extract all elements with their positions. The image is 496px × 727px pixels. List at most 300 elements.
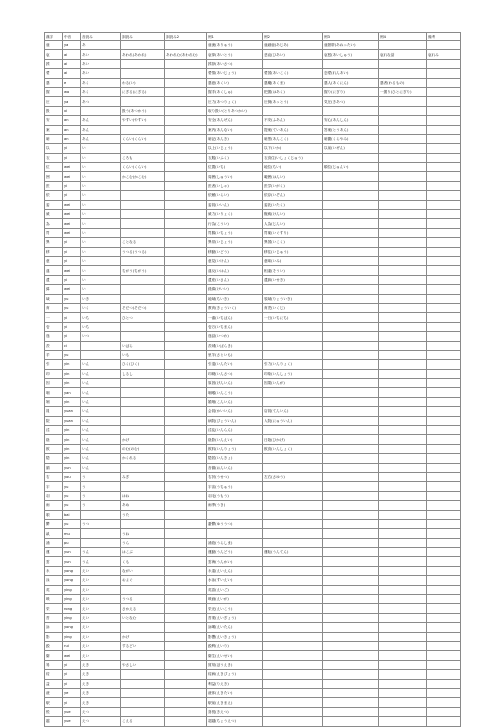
kanji-cell: 芋 — [45, 350, 63, 359]
example3-cell — [323, 219, 379, 228]
table-row — [45, 50, 461, 59]
table-row — [45, 491, 461, 500]
kunyomi2-cell — [165, 557, 207, 566]
table-row — [45, 717, 461, 726]
pinyin-cell: wei — [63, 219, 81, 228]
example4-cell — [379, 397, 427, 406]
onyomi-cell: いん — [81, 454, 121, 463]
example2-cell — [263, 463, 323, 472]
kanji-cell: 運 — [45, 548, 63, 557]
table-row — [45, 228, 461, 237]
onyomi-cell: えい — [81, 604, 121, 613]
example2-cell — [263, 604, 323, 613]
example1-cell: 握手(あくしゅ) — [207, 87, 263, 96]
note-cell — [427, 651, 461, 660]
example3-cell: 悪人(あくにん) — [323, 78, 379, 87]
example1-cell: 取り扱い(とりあつかい) — [207, 106, 263, 115]
example3-cell — [323, 642, 379, 651]
note-cell — [427, 41, 461, 50]
example3-cell — [323, 426, 379, 435]
note-cell — [427, 106, 461, 115]
kunyomi-cell — [121, 69, 165, 78]
onyomi-cell — [81, 538, 121, 547]
table-row — [45, 322, 461, 331]
example3-cell — [323, 350, 379, 359]
kunyomi2-cell — [165, 482, 207, 491]
kunyomi-cell — [121, 275, 165, 284]
kanji-cell: 違 — [45, 266, 63, 275]
kanji-cell: 愛 — [45, 69, 63, 78]
kunyomi-cell: いばら — [121, 341, 165, 350]
example4-cell — [379, 125, 427, 134]
example4-cell — [379, 313, 427, 322]
column-header: 例4 — [379, 33, 427, 41]
example3-cell — [323, 435, 379, 444]
column-header: 訓読み2 — [165, 33, 207, 41]
example3-cell — [323, 341, 379, 350]
kunyomi-cell: はね — [121, 491, 165, 500]
example4-cell — [379, 576, 427, 585]
example4-cell — [379, 707, 427, 716]
kunyomi2-cell — [165, 153, 207, 162]
example4-cell — [379, 670, 427, 679]
example2-cell — [263, 397, 323, 406]
example1-cell: 詠嘆(えいたん) — [207, 623, 263, 632]
onyomi-cell: い — [81, 285, 121, 294]
kunyomi2-cell — [165, 548, 207, 557]
table-row — [45, 698, 461, 707]
pinyin-cell: yun — [63, 557, 81, 566]
kunyomi-cell — [121, 332, 165, 341]
kanji-cell: 陰 — [45, 435, 63, 444]
onyomi-cell: うん — [81, 557, 121, 566]
kunyomi-cell: 扱う(あつかう) — [121, 106, 165, 115]
table-row — [45, 275, 461, 284]
kunyomi2-cell — [165, 163, 207, 172]
onyomi-cell: いん — [81, 388, 121, 397]
kunyomi2-cell — [165, 538, 207, 547]
kanji-cell: 暗 — [45, 134, 63, 143]
kunyomi-cell — [121, 623, 165, 632]
kunyomi2-cell — [165, 41, 207, 50]
example4-cell — [379, 632, 427, 641]
pinyin-cell: yu — [63, 350, 81, 359]
pinyin-cell: yan — [63, 388, 81, 397]
pinyin-cell: wei — [63, 163, 81, 172]
kunyomi2-cell — [165, 632, 207, 641]
onyomi-cell: えき — [81, 688, 121, 697]
note-cell — [427, 595, 461, 604]
example1-cell: 引退(いんたい) — [207, 360, 263, 369]
example2-cell — [263, 642, 323, 651]
table-row — [45, 247, 461, 256]
kunyomi-cell: ながい — [121, 566, 165, 575]
example2-cell: 胃薬(いぐすり) — [263, 228, 323, 237]
pinyin-cell: rui — [63, 642, 81, 651]
example2-cell: 依存(いぞん) — [263, 191, 323, 200]
pinyin-cell: xi — [63, 106, 81, 115]
kunyomi-cell — [121, 379, 165, 388]
example4-cell — [379, 557, 427, 566]
onyomi-cell — [81, 350, 121, 359]
note-cell — [427, 210, 461, 219]
example2-cell — [263, 679, 323, 688]
example4-cell — [379, 191, 427, 200]
onyomi-cell: えい — [81, 585, 121, 594]
kunyomi-cell: ことなる — [121, 238, 165, 247]
kunyomi-cell — [121, 294, 165, 303]
example3-cell: 答案(とうあん) — [323, 125, 379, 134]
kanji-cell: 逸 — [45, 332, 63, 341]
table-row — [45, 256, 461, 265]
pinyin-cell: yi — [63, 313, 81, 322]
example2-cell — [263, 566, 323, 575]
example2-cell — [263, 510, 323, 519]
example1-cell: 営業(えいぎょう) — [207, 613, 263, 622]
note-cell — [427, 313, 461, 322]
note-cell — [427, 548, 461, 557]
kanji-cell: 淫 — [45, 426, 63, 435]
example2-cell: 権威(けんい) — [263, 210, 323, 219]
kunyomi2-cell — [165, 200, 207, 209]
pinyin-cell: e — [63, 78, 81, 87]
example1-cell: 永遠(えいえん) — [207, 566, 263, 575]
kanji-cell: 扱 — [45, 106, 63, 115]
table-row — [45, 87, 461, 96]
kunyomi2-cell — [165, 87, 207, 96]
kunyomi2-cell — [165, 350, 207, 359]
note-cell — [427, 238, 461, 247]
example2-cell: 圧倒(あっとう) — [263, 97, 323, 106]
example2-cell — [263, 688, 323, 697]
example1-cell: 衛生(えいせい) — [207, 651, 263, 660]
example4-cell — [379, 510, 427, 519]
kunyomi-cell: くらい(くらい) — [121, 163, 165, 172]
onyomi-cell: い — [81, 219, 121, 228]
example3-cell — [323, 463, 379, 472]
example2-cell — [263, 613, 323, 622]
kunyomi2-cell — [165, 313, 207, 322]
example3-cell — [323, 247, 379, 256]
pinyin-cell: yue — [63, 717, 81, 726]
pinyin-cell: yi — [63, 275, 81, 284]
kunyomi-cell: やさしい — [121, 660, 165, 669]
example1-cell: 遺産(いさん) — [207, 275, 263, 284]
kunyomi-cell: しるし — [121, 369, 165, 378]
pinyin-cell: ya — [63, 41, 81, 50]
kanji-cell: 泳 — [45, 576, 63, 585]
pinyin-cell: yi — [63, 660, 81, 669]
kunyomi2-cell — [165, 491, 207, 500]
example3-cell — [323, 595, 379, 604]
kanji-cell: 引 — [45, 360, 63, 369]
example2-cell: 領域(りょういき) — [263, 294, 323, 303]
example3-cell — [323, 360, 379, 369]
example3-cell — [323, 407, 379, 416]
example1-cell: 位置(いち) — [207, 163, 263, 172]
kanji-cell: 影 — [45, 632, 63, 641]
kunyomi-cell: ひく(ひく) — [121, 360, 165, 369]
note-cell — [427, 670, 461, 679]
pinyin-cell: yin — [63, 379, 81, 388]
example1-cell: 違反(いはん) — [207, 266, 263, 275]
kunyomi-cell — [121, 707, 165, 716]
note-cell — [427, 341, 461, 350]
kanji-cell: 疫 — [45, 670, 63, 679]
kanji-cell: 為 — [45, 219, 63, 228]
example3-cell — [323, 538, 379, 547]
onyomi-cell: い — [81, 200, 121, 209]
note-cell — [427, 303, 461, 312]
kanji-cell: 員 — [45, 407, 63, 416]
note-cell: 哀れみ — [427, 50, 461, 59]
example1-cell: 行為(こうい) — [207, 219, 263, 228]
table-row — [45, 623, 461, 632]
onyomi-cell: うつ — [81, 519, 121, 528]
example1-cell: 愛情(あいじょう) — [207, 69, 263, 78]
pinyin-cell: yu — [63, 294, 81, 303]
example2-cell — [263, 623, 323, 632]
example3-cell — [323, 322, 379, 331]
example1-cell: 会員(かいいん) — [207, 407, 263, 416]
kunyomi-cell — [121, 482, 165, 491]
table-row — [45, 426, 461, 435]
kunyomi2-cell — [165, 623, 207, 632]
onyomi-cell: い — [81, 238, 121, 247]
onyomi-cell: うん — [81, 548, 121, 557]
onyomi-cell: いん — [81, 416, 121, 425]
kunyomi-cell — [121, 322, 165, 331]
example1-cell: 挨拶(あいさつ) — [207, 59, 263, 68]
kunyomi-cell — [121, 285, 165, 294]
example4-cell — [379, 388, 427, 397]
example1-cell: 疫病(えきびょう) — [207, 670, 263, 679]
kunyomi2-cell — [165, 454, 207, 463]
kanji-cell: 映 — [45, 595, 63, 604]
kunyomi-cell — [121, 463, 165, 472]
column-header: 例2 — [263, 33, 323, 41]
table-row — [45, 125, 461, 134]
example2-cell — [263, 454, 323, 463]
kunyomi2-cell — [165, 285, 207, 294]
kunyomi-cell — [121, 519, 165, 528]
example3-cell — [323, 303, 379, 312]
table-row — [45, 416, 461, 425]
kanji-cell: 圧 — [45, 97, 63, 106]
kanji-cell: 異 — [45, 238, 63, 247]
pinyin-cell: ci — [63, 341, 81, 350]
example2-cell — [263, 322, 323, 331]
kunyomi2-cell — [165, 266, 207, 275]
note-cell — [427, 660, 461, 669]
kunyomi2-cell — [165, 416, 207, 425]
example4-cell — [379, 613, 427, 622]
note-cell — [427, 416, 461, 425]
example3-cell — [323, 491, 379, 500]
kunyomi2-cell — [165, 134, 207, 143]
kanji-cell: 隠 — [45, 454, 63, 463]
onyomi-cell: いん — [81, 369, 121, 378]
example2-cell — [263, 501, 323, 510]
onyomi-cell: あい — [81, 59, 121, 68]
example1-cell: 陰影(いんえい) — [207, 435, 263, 444]
example4-cell — [379, 228, 427, 237]
pinyin-cell: yi — [63, 256, 81, 265]
example1-cell: 一番(いちばん) — [207, 313, 263, 322]
table-row — [45, 407, 461, 416]
kanji-cell: 囲 — [45, 172, 63, 181]
example4-cell — [379, 472, 427, 481]
example2-cell: 相違(そうい) — [263, 266, 323, 275]
note-cell — [427, 153, 461, 162]
onyomi-cell: えい — [81, 642, 121, 651]
kunyomi2-cell — [165, 510, 207, 519]
kunyomi2-cell — [165, 529, 207, 538]
column-header: 音読み — [81, 33, 121, 41]
kunyomi-cell: いも — [121, 350, 165, 359]
example4-cell — [379, 435, 427, 444]
example3-cell — [323, 510, 379, 519]
example4-cell — [379, 585, 427, 594]
example4-cell: 哀れな話 — [379, 50, 427, 59]
example4-cell — [379, 660, 427, 669]
kunyomi-cell — [121, 256, 165, 265]
example3-cell — [323, 707, 379, 716]
onyomi-cell: い — [81, 228, 121, 237]
table-row — [45, 463, 461, 472]
example4-cell — [379, 529, 427, 538]
example2-cell: 店員(てんいん) — [263, 407, 323, 416]
example2-cell — [263, 106, 323, 115]
table-row — [45, 454, 461, 463]
table-row — [45, 444, 461, 453]
example3-cell — [323, 172, 379, 181]
example2-cell: 悲哀(ひあい) — [263, 50, 323, 59]
pinyin-cell: yuan — [63, 416, 81, 425]
kunyomi2-cell — [165, 519, 207, 528]
onyomi-cell: あい — [81, 69, 121, 78]
example2-cell: 遺跡(いせき) — [263, 275, 323, 284]
example2-cell: 左右(さゆう) — [263, 472, 323, 481]
kunyomi-cell: あめ — [121, 501, 165, 510]
onyomi-cell: い — [81, 266, 121, 275]
note-cell — [427, 519, 461, 528]
example4-cell — [379, 350, 427, 359]
example3-cell — [323, 698, 379, 707]
table-row — [45, 163, 461, 172]
example4-cell — [379, 379, 427, 388]
kanji-cell: 英 — [45, 585, 63, 594]
example1-cell: 以上(いじょう) — [207, 144, 263, 153]
pinyin-cell: wei — [63, 651, 81, 660]
pinyin-cell: yong — [63, 566, 81, 575]
example4-cell: 悪者(わるもの) — [379, 78, 427, 87]
example3-cell: 亜熱帯(あねったい) — [323, 41, 379, 50]
example3-cell — [323, 660, 379, 669]
example1-cell: 周囲(しゅうい) — [207, 172, 263, 181]
kanji-cell: 挨 — [45, 59, 63, 68]
kunyomi-cell — [121, 426, 165, 435]
note-cell — [427, 623, 461, 632]
example1-cell: 委員(いいん) — [207, 200, 263, 209]
note-cell — [427, 510, 461, 519]
kunyomi-cell — [121, 407, 165, 416]
note-cell — [427, 350, 461, 359]
example4-cell — [379, 238, 427, 247]
table-row — [45, 707, 461, 716]
kunyomi-cell — [121, 181, 165, 190]
onyomi-cell: いち — [81, 322, 121, 331]
table-row — [45, 613, 461, 622]
kunyomi-cell: にぎる(にぎる) — [121, 87, 165, 96]
example1-cell: 病院(びょういん) — [207, 416, 263, 425]
pinyin-cell: wei — [63, 266, 81, 275]
example3-cell — [323, 548, 379, 557]
pinyin-cell: ya — [63, 97, 81, 106]
example3-cell — [323, 416, 379, 425]
example2-cell: 飲食(いんしょく) — [263, 444, 323, 453]
example3-cell — [323, 238, 379, 247]
example1-cell: 茨城(いばらき) — [207, 341, 263, 350]
kunyomi2-cell — [165, 360, 207, 369]
onyomi-cell: う — [81, 472, 121, 481]
note-cell — [427, 407, 461, 416]
note-cell — [427, 116, 461, 125]
example4-cell — [379, 210, 427, 219]
onyomi-cell: いき — [81, 294, 121, 303]
table-row — [45, 69, 461, 78]
table-row — [45, 144, 461, 153]
example1-cell: 右折(うせつ) — [207, 472, 263, 481]
pinyin-cell: yi — [63, 670, 81, 679]
table-row — [45, 642, 461, 651]
example3-cell: 暗闇(くらやみ) — [323, 134, 379, 143]
kanji-cell: 鬱 — [45, 519, 63, 528]
kanji-cell: 栄 — [45, 604, 63, 613]
kanji-cell: 委 — [45, 200, 63, 209]
kunyomi2-cell — [165, 472, 207, 481]
onyomi-cell: えい — [81, 566, 121, 575]
pinyin-cell: yi — [63, 144, 81, 153]
table-row — [45, 210, 461, 219]
note-cell — [427, 191, 461, 200]
pinyin-cell: yin — [63, 360, 81, 369]
example4-cell — [379, 482, 427, 491]
example3-cell — [323, 566, 379, 575]
note-cell — [427, 69, 461, 78]
kunyomi2-cell — [165, 670, 207, 679]
example3-cell — [323, 472, 379, 481]
example2-cell — [263, 388, 323, 397]
table-row — [45, 557, 461, 566]
example1-cell: 音韻(おんいん) — [207, 463, 263, 472]
pinyin-cell: rong — [63, 604, 81, 613]
kunyomi2-cell — [165, 717, 207, 726]
table-row — [45, 679, 461, 688]
example1-cell: 雨季(うき) — [207, 501, 263, 510]
note-cell — [427, 228, 461, 237]
example4-cell — [379, 548, 427, 557]
kanji-cell: 衣 — [45, 153, 63, 162]
example1-cell: 依頼(いらい) — [207, 191, 263, 200]
example4-cell — [379, 360, 427, 369]
example1-cell: 液体(えきたい) — [207, 688, 263, 697]
onyomi-cell: い — [81, 172, 121, 181]
note-cell — [427, 294, 461, 303]
onyomi-cell — [81, 510, 121, 519]
example1-cell: 超越(ちょうえつ) — [207, 717, 263, 726]
table-row — [45, 219, 461, 228]
